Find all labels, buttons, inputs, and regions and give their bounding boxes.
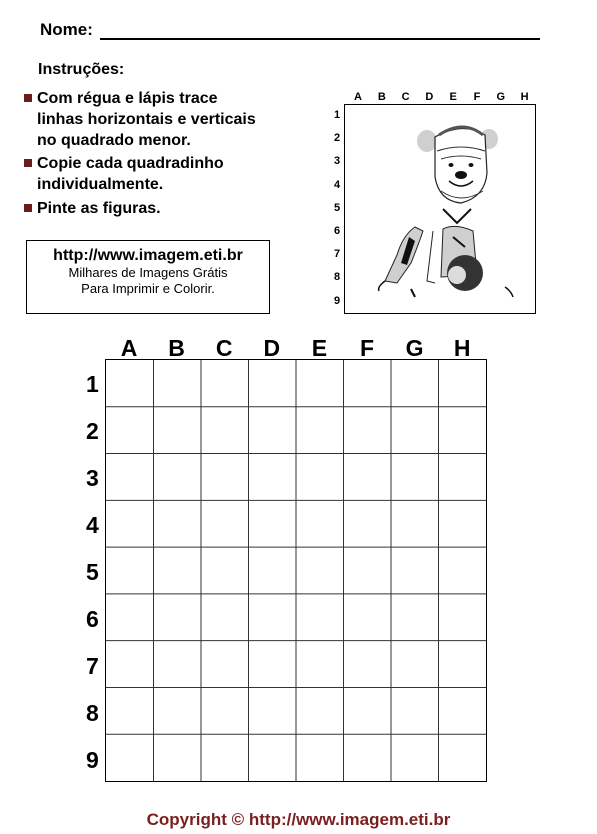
big-column-label: A — [120, 335, 138, 361]
name-label: Nome: — [40, 20, 93, 39]
big-column-label: E — [311, 335, 328, 361]
reference-row-label: 6 — [334, 225, 341, 237]
big-column-label: B — [168, 335, 185, 361]
instruction-line: Copie cada quadradinho — [37, 155, 224, 172]
instruction-line: Pinte as figuras. — [37, 200, 161, 217]
reference-row-label: 5 — [334, 201, 341, 214]
reference-picture-grid — [344, 104, 536, 314]
reference-row-label: 3 — [334, 155, 341, 168]
instruction-line: individualmente. — [37, 176, 164, 193]
reference-column-label: D — [425, 91, 434, 103]
bullet-square-icon — [24, 159, 32, 167]
big-row-label: 9 — [86, 747, 99, 773]
reference-row-label: 8 — [334, 271, 341, 284]
reference-column-label: F — [473, 91, 481, 103]
big-row-label: 2 — [86, 418, 99, 444]
reference-row-label: 2 — [334, 132, 341, 145]
big-column-label: G — [405, 335, 424, 361]
drawing-grid-lines — [106, 360, 486, 781]
website-tagline-1: Milhares de Imagens Grátis — [68, 265, 228, 280]
big-row-label: 5 — [86, 559, 99, 585]
big-row-label: 3 — [86, 465, 99, 491]
bullet-square-icon — [24, 204, 32, 212]
instruction-line: Com régua e lápis trace — [37, 90, 218, 107]
big-column-label: F — [359, 335, 375, 361]
big-column-label: C — [215, 335, 233, 361]
big-column-label: H — [453, 335, 471, 361]
reference-column-label: B — [377, 91, 386, 103]
drawing-grid[interactable] — [105, 359, 487, 782]
website-box — [26, 240, 270, 314]
reference-column-label: E — [449, 91, 457, 103]
instruction-line: linhas horizontais e verticais — [37, 111, 256, 128]
big-column-label: D — [263, 335, 281, 361]
instruction-line: no quadrado menor. — [37, 132, 191, 149]
reference-column-label: H — [520, 91, 529, 103]
bullet-square-icon — [24, 94, 32, 102]
reference-row-label: 1 — [334, 109, 341, 121]
reference-row-label: 4 — [334, 178, 341, 191]
big-row-label: 7 — [86, 653, 99, 679]
big-row-label: 8 — [86, 700, 99, 726]
big-row-label: 4 — [86, 512, 99, 538]
reference-column-label: C — [401, 91, 410, 103]
website-url[interactable]: http://www.imagem.eti.br — [53, 247, 243, 264]
dog-drawing — [379, 127, 513, 297]
big-row-label: 6 — [86, 606, 99, 632]
copyright-text: Copyright © http://www.imagem.eti.br — [146, 810, 451, 829]
instructions-title: Instruções: — [38, 61, 125, 78]
reference-column-label: A — [354, 91, 362, 103]
reference-column-label: G — [496, 91, 506, 103]
website-tagline-2: Para Imprimir e Colorir. — [81, 281, 215, 296]
reference-row-label: 7 — [334, 248, 341, 261]
name-field-line — [100, 38, 540, 40]
dog-picture — [345, 105, 535, 313]
big-row-label: 1 — [86, 371, 99, 397]
reference-row-label: 9 — [334, 294, 341, 307]
